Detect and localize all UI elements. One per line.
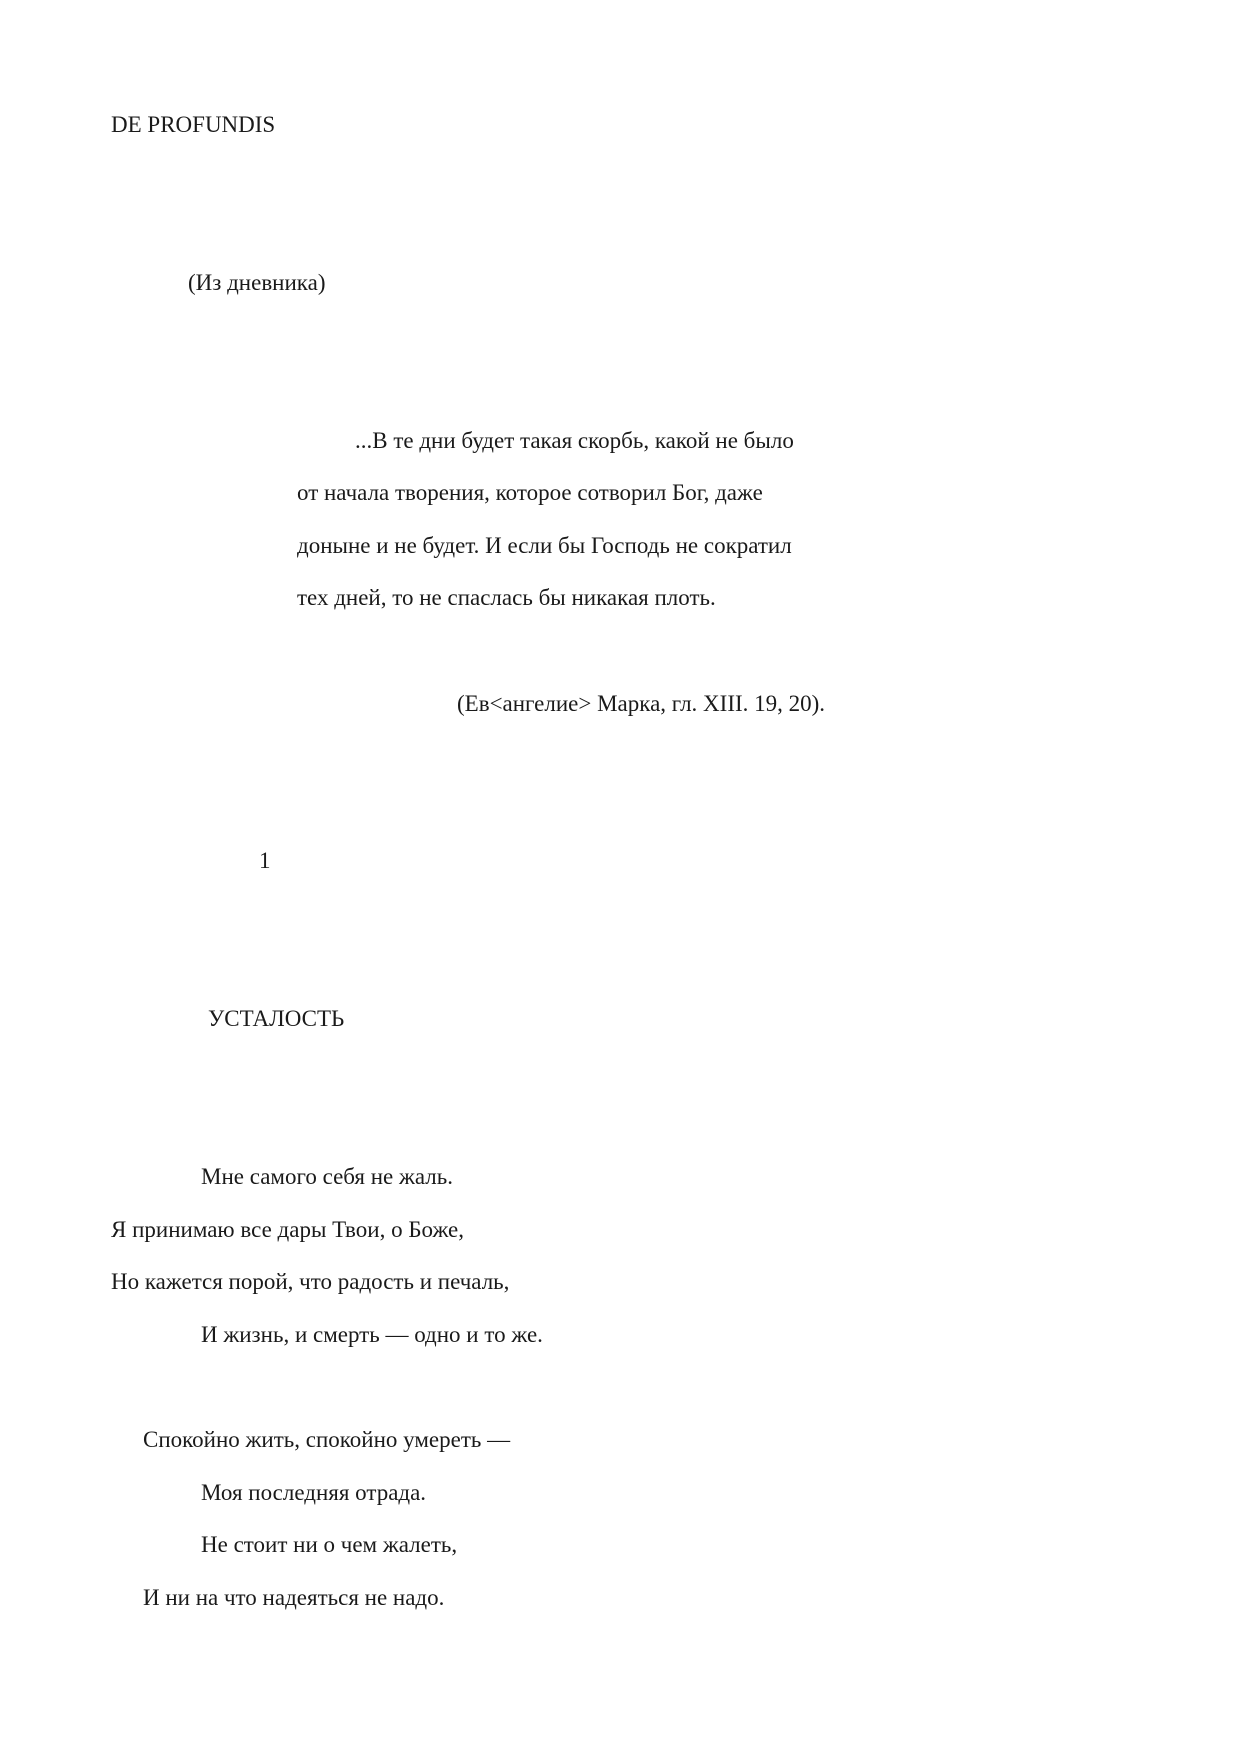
poem-line: Но кажется порой, что радость и печаль, [111,1269,510,1294]
poem-line: Не стоит ни о чем жалеть, [201,1532,458,1557]
epigraph-line: тех дней, то не спаслась бы никакая плоть. [297,585,716,610]
poem-title: УСТАЛОСТЬ [208,1006,345,1031]
epigraph-source: (Ев<ангелие> Марка, гл. XIII. 19, 20). [457,691,826,716]
poem-line: Спокойно жить, спокойно умереть — [143,1427,511,1452]
poem-line: И жизнь, и смерть — одно и то же. [201,1322,543,1347]
poem-line: Мне самого себя не жаль. [201,1164,454,1189]
document-subtitle: (Из дневника) [188,270,326,295]
poem-line: И ни на что надеяться не надо. [143,1585,445,1610]
poem-number: 1 [259,848,271,873]
poem-line: Я принимаю все дары Твои, о Боже, [111,1217,464,1242]
epigraph-line: от начала творения, которое сотворил Бог, даже [297,480,763,505]
document-title: DE PROFUNDIS [111,112,276,137]
epigraph-line: доныне и не будет. И если бы Господь не сократил [297,533,792,558]
epigraph-line: ...В те дни будет такая скорбь, какой не было [355,428,794,453]
poem-line: Моя последняя отрада. [201,1480,427,1505]
